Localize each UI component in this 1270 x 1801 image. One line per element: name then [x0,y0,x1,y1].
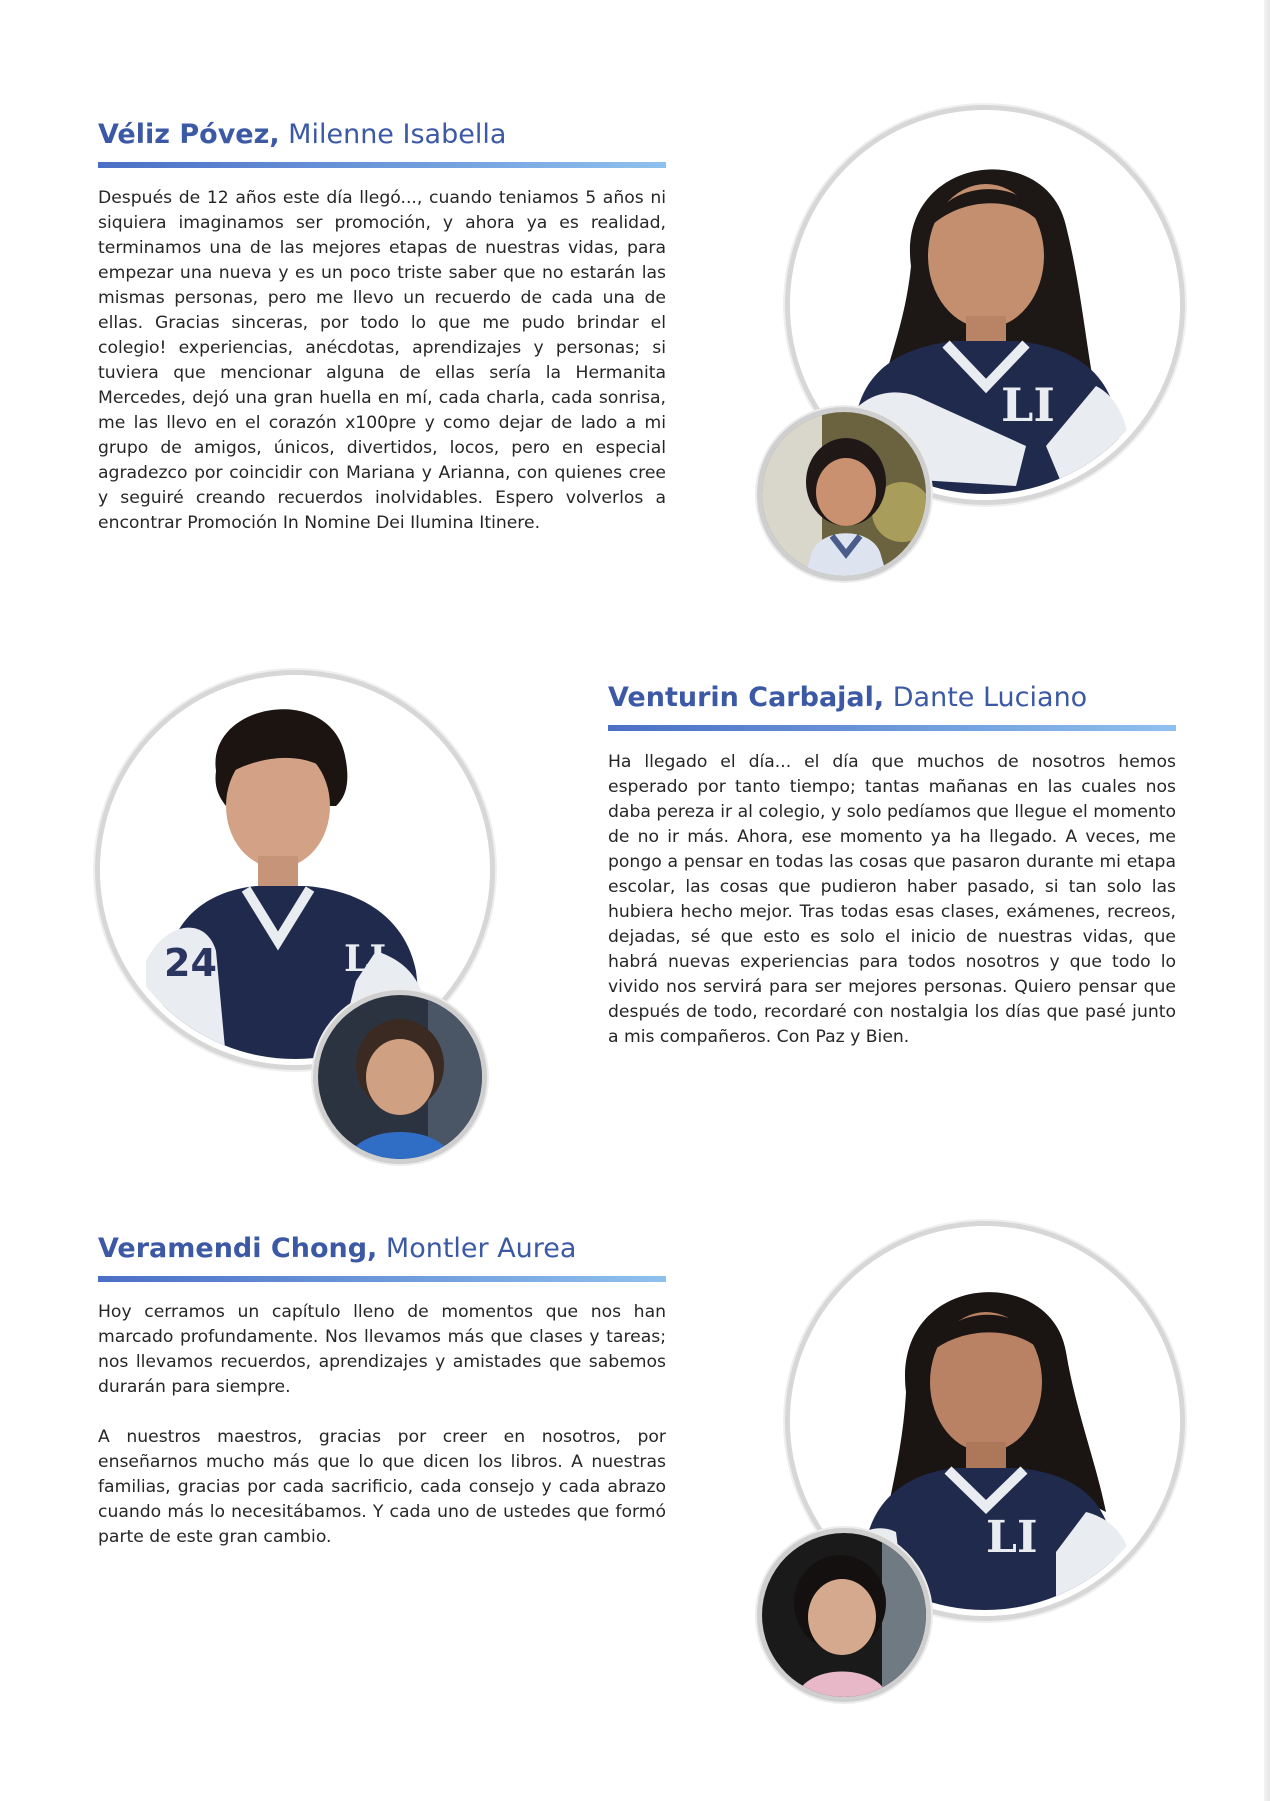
message-paragraph: Ha llegado el día... el día que muchos de nosotros hemos esperado por tanto tiempo; tantas mañanas en las cuales nos daba pereza ir al colegio, y solo pedíamos que llegue el momento de no ir más. Ahora, ese momento ya ha llegado. A veces, me pongo a pensar en todas las cosas que pasaron durante mi etapa escolar, las cosas que pudieron haber pasado, si tan solo las hubiera hecho mejor. Tras todas esas clases, exámenes, recreos, dejadas, sé que esto es solo el inicio de nuestras vidas, que habrá nuevas experiencias para todos nosotros y que todo lo vivido nos servirá para ser mejores personas. Quiero pensar que después de todo, recordaré con nostalgia los días que pasé junto a mis compañeros. Con Paz y Bien. [608,752,1176,1047]
svg-text:LI: LI [986,1512,1038,1563]
farewell-message [98,186,666,536]
message-paragraph: A nuestros maestros, gracias por creer en nosotros, por enseñarnos mucho más que lo que dicen los libros. A nuestras familias, gracias por cada sacrificio, cada consejo y cada abrazo cuando más lo necesitábamos. Y cada uno de ustedes que formó parte de este gran cambio. [98,1427,666,1547]
svg-text:24: 24 [164,941,217,985]
childhood-photo [318,995,482,1159]
heading-underline [98,162,666,168]
student-name-heading [98,1232,576,1266]
student-given-names: Milenne Isabella [288,119,507,150]
childhood-photo [762,1533,926,1697]
childhood-photo [762,412,926,576]
svg-text:LI: LI [344,938,387,980]
student-name-heading [98,118,506,152]
svg-text:LI: LI [1001,378,1055,432]
student-name-heading [608,681,1087,715]
student-given-names: Montler Aurea [385,1233,577,1264]
student-surname: Véliz Póvez, [98,119,280,150]
page-edge-shadow [1264,0,1270,1801]
farewell-message [608,750,1176,1050]
message-paragraph: Después de 12 años este día llegó..., cuando teniamos 5 años ni siquiera imaginamos ser promoción, y ahora ya es realidad, terminamos una de las mejores etapas de nuestras vidas, para empezar una nueva y es un poco triste saber que no estarán las mismas personas, pero me llevo un recuerdo de cada una de ellas. Gracias sinceras, por todo lo que me pudo brindar el colegio! experiencias, anécdotas, aprendizajes y personas; si tuviera que mencionar alguna de ellas sería la Hermanita Mercedes, dejó una gran huella en mí, cada charla, cada sonrisa, me las llevo en el corazón x100pre y como dejar de lado a mi grupo de amigos, únicos, divertidos, locos, pero en especial agradezco por coincidir con Mariana y Arianna, con quienes cree y seguiré creando recuerdos inolvidables. Espero volverlos a encontrar Promoción In Nomine Dei Ilumina Itinere. [98,188,666,533]
student-given-names: Dante Luciano [892,682,1088,713]
student-surname: Veramendi Chong, [98,1233,378,1264]
message-paragraph: Hoy cerramos un capítulo lleno de momentos que nos han marcado profundamente. Nos llevamos más que clases y tareas; nos llevamos recuerdos, aprendizajes y amistades que sabemos durarán para siempre. [98,1302,666,1397]
farewell-message [98,1300,666,1550]
heading-underline [608,725,1176,731]
student-surname: Venturin Carbajal, [608,682,885,713]
heading-underline [98,1276,666,1282]
